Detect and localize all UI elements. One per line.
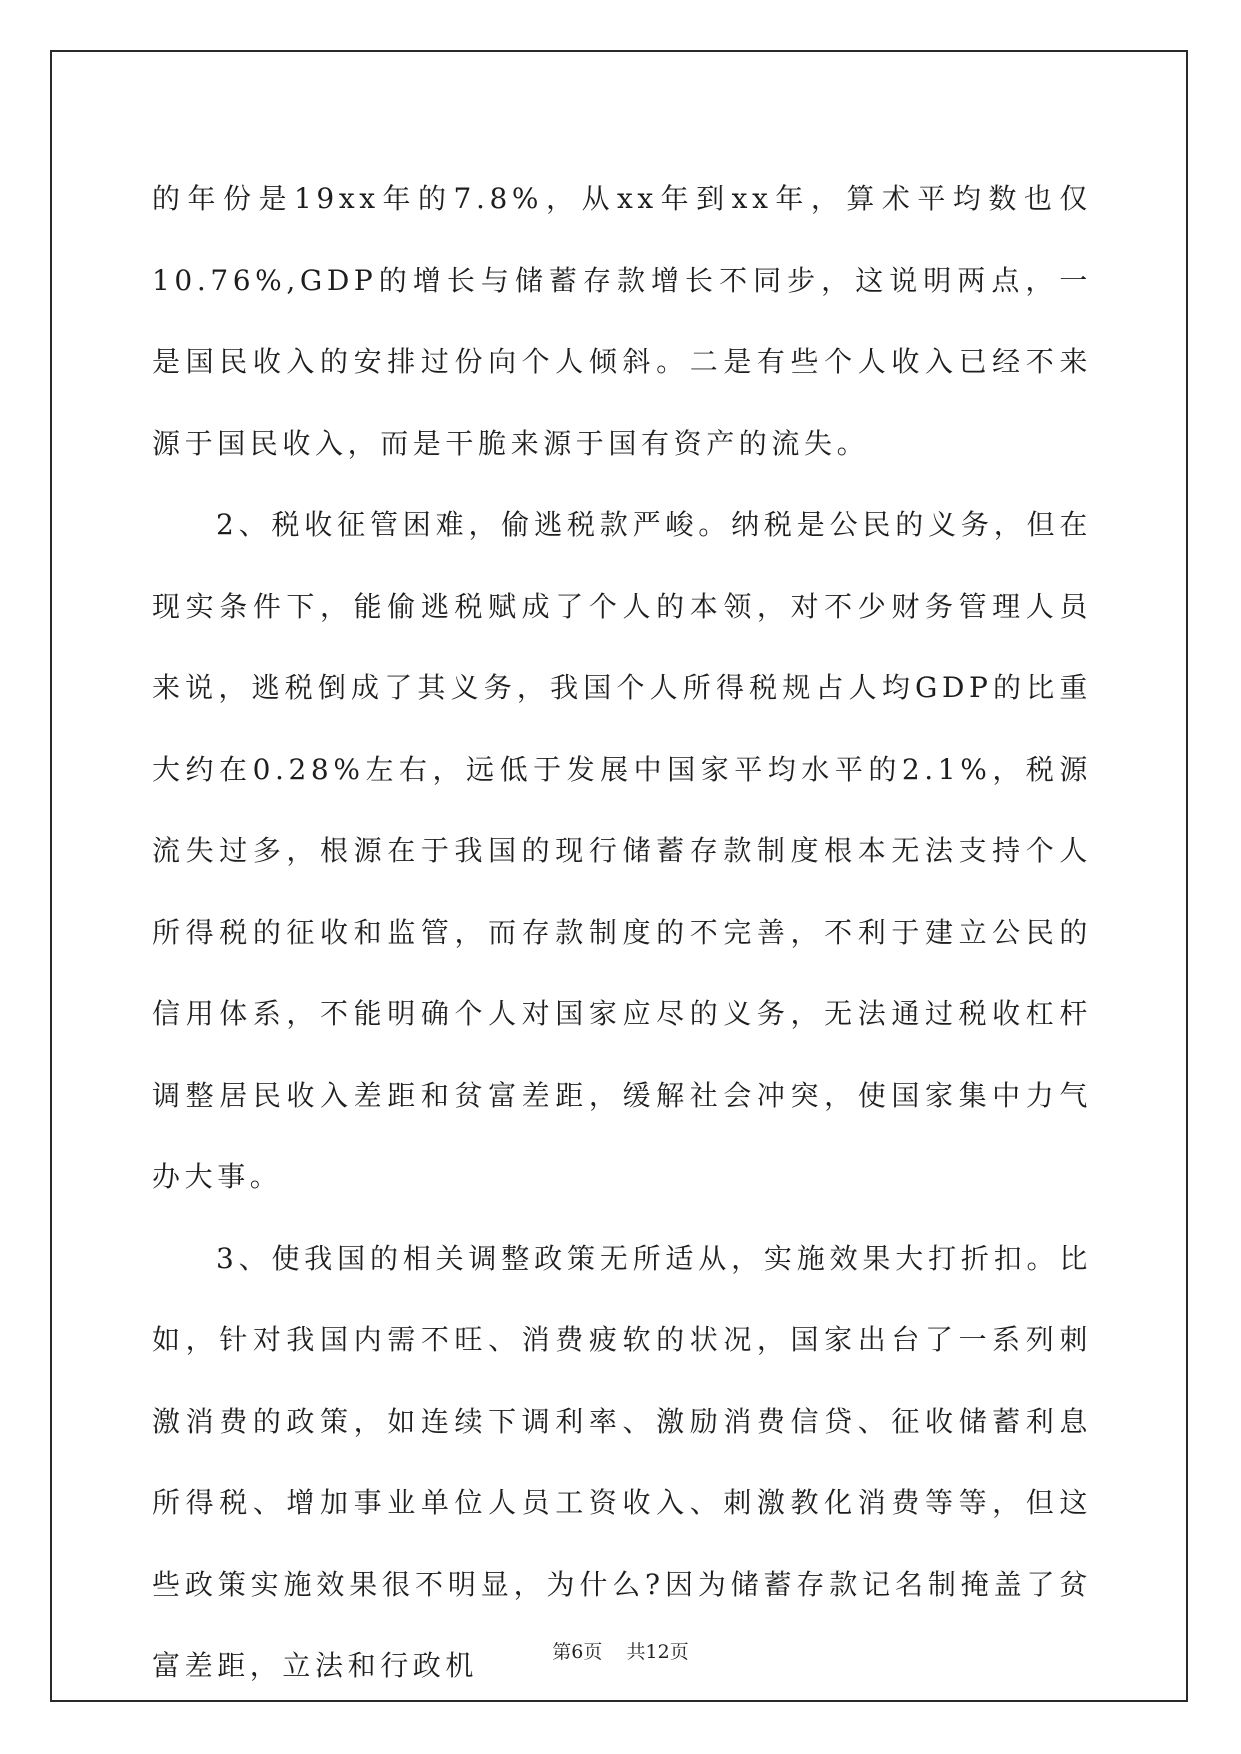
paragraph-policy-effect: 3、使我国的相关调整政策无所适从，实施效果大打折扣。比如，针对我国内需不旺、消费疲软的状况，国家出台了一系列刺激消费的政策，如连续下调利率、激励消费信贷、征收储蓄利息所得税、增加事业单位人员工资收入、刺激教化消费等等，但这些政策实施效果很不明显，为什么?因为储蓄存款记名制掩盖了贫富差距，立法和行政机 bbox=[152, 1241, 1092, 1682]
page-number: 第6页 bbox=[552, 1641, 603, 1663]
paragraph-tax-collection: 2、税收征管困难，偷逃税款严峻。纳税是公民的义务，但在现实条件下，能偷逃税赋成了个人的本领，对不少财务管理人员来说，逃税倒成了其义务，我国个人所得税规占人均GDP的比重大约在0.28%左右，远低于发展中国家平均水平的2.1%，税源流失过多，根源在于我国的现行储蓄存款制度根本无法支持个人所得税的征收和监管，而存款制度的不完善，不利于建立公民的信用体系，不能明确个人对国家应尽的义务，无法通过税收杠杆调整居民收入差距和贫富差距，缓解社会冲突，使国家集中力气办大事。 bbox=[152, 508, 1092, 1193]
page-total: 共12页 bbox=[626, 1641, 689, 1663]
page-footer bbox=[0, 1637, 1241, 1664]
paragraph-continuation: 的年份是19xx年的7.8%，从xx年到xx年，算术平均数也仅10.76%,GDP的增长与储蓄存款增长不同步，这说明两点，一是国民收入的安排过份向个人倾斜。二是有些个人收入已经不来源于国民收入，而是干脆来源于国有资产的流失。 bbox=[152, 182, 1092, 460]
document-body bbox=[152, 158, 1092, 1707]
